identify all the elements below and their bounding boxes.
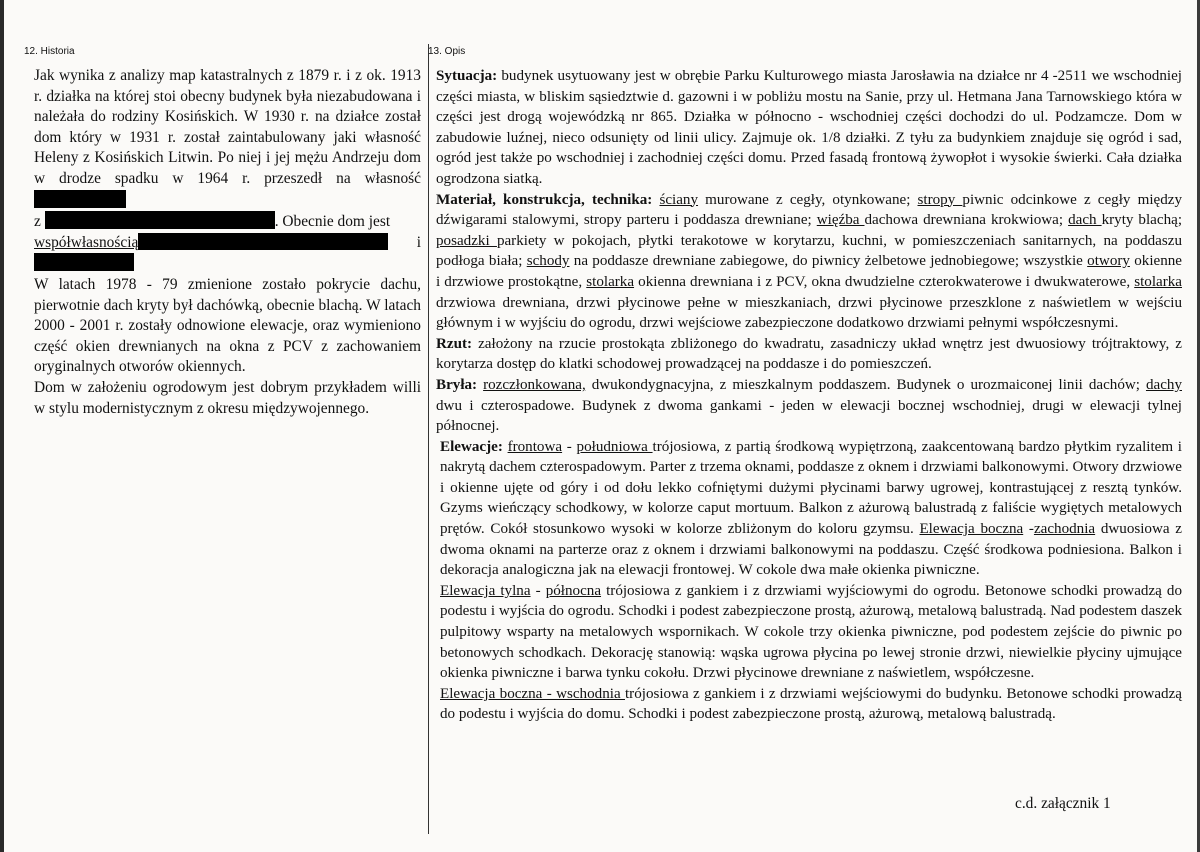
elewacje-paragraph: Elewacje: frontowa - południowa trójosiowa, z partią środkową wypiętrzoną, zaakcentowaną bardzo płytkim ryzalitem i nakrytą dachem czterospadowym. Parter z trzema oknami, poddasze z oknem i drzwiami balkonowymi. Otwory drzwiowe i okienne ujęte od góry i od dołu lekko cofniętymi dużymi płycinami barwy ugrowej, kontrastującej z resztą tynków. Gzyms wieńczący schodkowy, w kolorze caput mortuum. Balkon z ażurową balustradą z faliście wygiętych metalowych prętów. Cokół stosunkowo wysoki w kolorze zbliżonym do koloru gzymsu. Elewacja boczna -zachodnia dwuosiowa z dwoma oknami na parterze oraz z oknem i drzwiami balkonowymi na poddaszu. Część środkowa podniesiona. Balkon i dekoracja analogiczna jak na elewacji frontowej. W cokole dwa małe okienka piwniczne. <box>440 438 1183 579</box>
history-paragraph-1: Jak wynika z analizy map katastralnych z 1879 r. i z ok. 1913 r. działka na której stoi obecny budynek była niezabudowana i należała do rodziny Kosińskich. W 1930 r. na działce został dom który w 1931 r. został zaintabulowany jaki własność Heleny z Kosińskich Litwin. Po niej i jej mężu Andrzeju dom w drodze spadku w 1964 r. przeszedł na własność z . Obecnie dom jest współwłasnością i <box>34 66 421 275</box>
rzut-paragraph: Rzut: założony na rzucie prostokąta zbliżonego do kwadratu, zasadniczy układ wnętrz jest dwuosiowy trójtraktowy, z korytarza dostęp do klatki schodowej prowadzącej na poddasze i do pomieszczeń. <box>436 335 1182 373</box>
history-label: 12. Historia <box>24 46 75 57</box>
history-column <box>24 46 421 419</box>
redaction-block <box>138 233 388 250</box>
redaction-block <box>34 190 126 208</box>
redaction-block <box>45 211 275 229</box>
history-paragraph-3: Dom w założeniu ogrodowym jest dobrym przykładem willi w stylu modernistycznym z okresu międzywojennego. <box>34 378 421 417</box>
description-column <box>428 46 1183 725</box>
history-text <box>34 66 421 419</box>
bryla-paragraph: Bryła: rozczłonkowana, dwukondygnacyjna, z mieszkalnym poddaszem. Budynek o urozmaiconej linii dachów; dachy dwu i czterospadowe. Budynek z dwoma gankami - jeden w elewacji bocznej wschodniej, drugi w elewacji tylnej północnej. <box>436 376 1182 435</box>
scan-edge-left <box>0 0 4 852</box>
material-paragraph: Materiał, konstrukcja, technika: ściany murowane z cegły, otynkowane; stropy piwnic odcinkowe z cegły między dźwigarami stalowymi, stropy parteru i poddasza drewniane; więźba dachowa drewniana krokwiowa; dach kryty blachą; posadzki parkiety w pokojach, płytki terakotowe w korytarzu, kuchni, w pomieszczeniach sanitarnych, na poddaszu podłoga biała; schody na poddasze drewniane zabiegowe, do piwnicy żelbetowe jednobiegowe; wszystkie otwory okienne i drzwiowe prostokątne, stolarka okienna drewniana i z PCV, okna dwudzielne czterokwaterowe i dwukwaterowe, stolarka drzwiowa drewniana, drzwi płycinowe pełne w mieszkaniach, drzwi płycinowe przeszklone z naświetlem w wejściu głównym i w wyjściu do ogrodu, drzwi wejściowe zabezpieczone dodatkowo drzwiami pełnymi współczesnymi. <box>436 191 1183 332</box>
elewacja-wschodnia-paragraph: Elewacja boczna - wschodnia trójosiowa z gankiem i z drzwiami wejściowymi do budynku. Betonowe schodki prowadzą do podestu i wyjścia do domu. Schodki i podest zabezpieczone prostą, ażurową, metalową balustradą. <box>440 685 1183 723</box>
sytuacja-paragraph: Sytuacja: budynek usytuowany jest w obrębie Parku Kulturowego miasta Jarosławia na działce nr 4 -2511 we wschodniej części miasta, w bliskim sąsiedztwie d. gazowni i w pobliżu mostu na Sanie, przy ul. Hetmana Jana Tarnowskiego która w części jest drogą wojewódzką nr 865. Działka w północno - wschodniej części dochodzi do ul. Podzamcze. Dom w zabudowie luźnej, nieco odsunięty od linii ulicy. Zajmuje ok. 1/8 działki. Z tyłu za budynkiem znajduje się ogród i sad, ogród jest także po wschodniej i zachodniej części domu. Przed fasadą frontową żywopłot i wysokie świerki. Cała działka ogrodzona siatką. <box>436 68 1182 187</box>
redaction-block <box>34 253 134 271</box>
elewacja-tylna-paragraph: Elewacja tylna - północna trójosiowa z gankiem i z drzwiami wyjściowymi do ogrodu. Betonowe schodki prowadzą do podestu i wyjścia do ogrodu. Schodki i podest zabezpieczone prostą, ażurową, metalową balustradą. Nad podestem daszek pulpitowy wsparty na metalowych wspornikach. W cokole trzy okienka piwniczne, pod podestem zejście do piwnic po betonowych schodkach. Dekorację stanowią: wąska ugrowa płycina po lewej stronie drzwi, niewielkie płyciny ujmujące okienka piwniczne i barwa tynku cokołu. Drzwi płycinowe drewniane z naświetlem, współczesne. <box>440 582 1182 682</box>
description-label: 13. Opis <box>428 46 466 57</box>
continuation-note: c.d. załącznik 1 <box>1015 795 1111 812</box>
column-divider <box>428 44 429 834</box>
history-paragraph-2: W latach 1978 - 79 zmienione zostało pokrycie dachu, pierwotnie dach kryty był dachówką, obecnie blachą. W latach 2000 - 2001 r. zostały odnowione elewacje, oraz wymieniono część okien drewnianych na okna z PCV z zachowaniem oryginalnych otworów okiennych. <box>34 275 421 376</box>
